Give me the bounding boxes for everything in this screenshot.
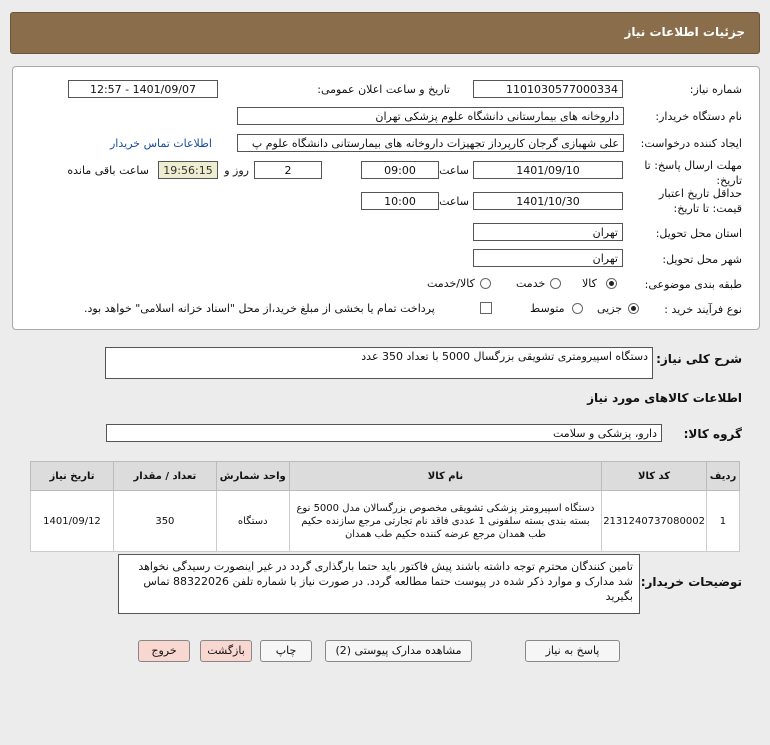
goods-table-header bbox=[31, 462, 740, 491]
col-name: نام کالا bbox=[289, 462, 601, 491]
remaining-time-field: 19:56:15 bbox=[158, 161, 218, 179]
deadline-time-label: ساعت bbox=[439, 164, 469, 177]
deadline-label: مهلت ارسال پاسخ: تا تاریخ: bbox=[644, 159, 742, 187]
deadline-time-field: 09:00 bbox=[361, 161, 439, 179]
page-header bbox=[10, 12, 760, 54]
cell-qty: 350 bbox=[113, 491, 216, 552]
buyer-contact-link[interactable]: اطلاعات تماس خریدار bbox=[110, 137, 212, 150]
validity-date-field: 1401/10/30 bbox=[473, 192, 623, 210]
province-label: استان محل تحویل: bbox=[655, 227, 742, 240]
table-row bbox=[31, 491, 740, 552]
deadline-date-field: 1401/09/10 bbox=[473, 161, 623, 179]
print-button[interactable]: چاپ bbox=[260, 640, 312, 662]
process-option-minor: جزیی bbox=[597, 302, 623, 315]
cell-row: 1 bbox=[706, 491, 739, 552]
reply-button[interactable]: پاسخ به نیاز bbox=[525, 640, 620, 662]
goods-section-title: اطلاعات کالاهای مورد نیاز bbox=[587, 391, 742, 405]
col-code: کد کالا bbox=[602, 462, 707, 491]
col-unit: واحد شمارش bbox=[216, 462, 289, 491]
page-title: جزئیات اطلاعات نیاز bbox=[624, 25, 745, 39]
cell-name: دستگاه اسپیرومتر پزشکی تشویقی مخصوص بزرگسالان مدل 5000 نوع بسته بندی بسته سلفونی 1 عددی فاقد نام تجارتی مرجع سازنده حکیم طب همدان مرجع عرضه کننده حکیم طب همدان bbox=[289, 491, 601, 552]
notes-label: توضیحات خریدار: bbox=[640, 575, 742, 589]
summary-field: دستگاه اسپیرومتری تشویقی بزرگسال 5000 با تعداد 350 عدد bbox=[105, 347, 653, 379]
treasury-payment-text: پرداخت تمام یا بخشی از مبلغ خرید،از محل "اسناد خزانه اسلامی" خواهد بود. bbox=[84, 302, 435, 315]
buyer-org-label: نام دستگاه خریدار: bbox=[655, 110, 742, 123]
process-radio-medium[interactable] bbox=[572, 303, 583, 314]
notes-field: تامین کنندگان محترم توجه داشته باشند پیش فاکتور باید حتما بارگذاری گردد در غیر اینصورت رسیدگی نخواهد شد مدارک و موارد ذکر شده در پیوست حتما مطالعه گردد. در صورت نیاز با شماره تلفن 88322026 تماس بگیرید bbox=[118, 554, 640, 614]
cell-date: 1401/09/12 bbox=[31, 491, 114, 552]
category-radio-service[interactable] bbox=[550, 278, 561, 289]
treasury-payment-checkbox[interactable] bbox=[480, 302, 492, 314]
days-label: روز و bbox=[224, 164, 249, 177]
days-field: 2 bbox=[254, 161, 322, 179]
remaining-label: ساعت باقی مانده bbox=[67, 164, 149, 177]
col-row: ردیف bbox=[706, 462, 739, 491]
summary-label: شرح کلی نیاز: bbox=[656, 352, 742, 366]
validity-label: حداقل تاریخ اعتبار قیمت: تا تاریخ: bbox=[658, 187, 742, 215]
need-number-label: شماره نیاز: bbox=[689, 83, 742, 96]
category-radio-goods[interactable] bbox=[606, 278, 617, 289]
goods-group-field: دارو، پزشکی و سلامت bbox=[106, 424, 662, 442]
view-attachments-button[interactable]: مشاهده مدارک پیوستی (2) bbox=[325, 640, 472, 662]
cell-code: 2131240737080002 bbox=[602, 491, 707, 552]
requester-label: ایجاد کننده درخواست: bbox=[640, 137, 742, 150]
process-option-medium: متوسط bbox=[530, 302, 565, 315]
category-option-service: خدمت bbox=[516, 277, 546, 290]
col-date: تاریخ نیاز bbox=[31, 462, 114, 491]
city-label: شهر محل تحویل: bbox=[662, 253, 742, 266]
announce-label: تاریخ و ساعت اعلان عمومی: bbox=[317, 83, 450, 96]
col-qty: تعداد / مقدار bbox=[113, 462, 216, 491]
back-button[interactable]: بازگشت bbox=[200, 640, 252, 662]
goods-group-label: گروه کالا: bbox=[683, 427, 742, 441]
announce-field: 1401/09/07 - 12:57 bbox=[68, 80, 218, 98]
validity-time-label: ساعت bbox=[439, 195, 469, 208]
category-radio-goods-service[interactable] bbox=[480, 278, 491, 289]
province-field: تهران bbox=[473, 223, 623, 241]
category-label: طبقه بندی موضوعی: bbox=[644, 278, 742, 291]
requester-field: علی شهبازی گرجان کارپرداز تجهیزات داروخانه های بیمارستانی دانشگاه علوم پ bbox=[237, 134, 624, 152]
validity-time-field: 10:00 bbox=[361, 192, 439, 210]
buyer-org-field: داروخانه های بیمارستانی دانشگاه علوم پزشکی تهران bbox=[237, 107, 624, 125]
need-number-field: 1101030577000334 bbox=[473, 80, 623, 98]
category-option-goods: کالا bbox=[582, 277, 597, 290]
exit-button[interactable]: خروج bbox=[138, 640, 190, 662]
cell-unit: دستگاه bbox=[216, 491, 289, 552]
process-label: نوع فرآیند خرید : bbox=[664, 303, 742, 316]
goods-table bbox=[30, 461, 740, 552]
process-radio-minor[interactable] bbox=[628, 303, 639, 314]
category-option-goods-service: کالا/خدمت bbox=[427, 277, 475, 290]
city-field: تهران bbox=[473, 249, 623, 267]
